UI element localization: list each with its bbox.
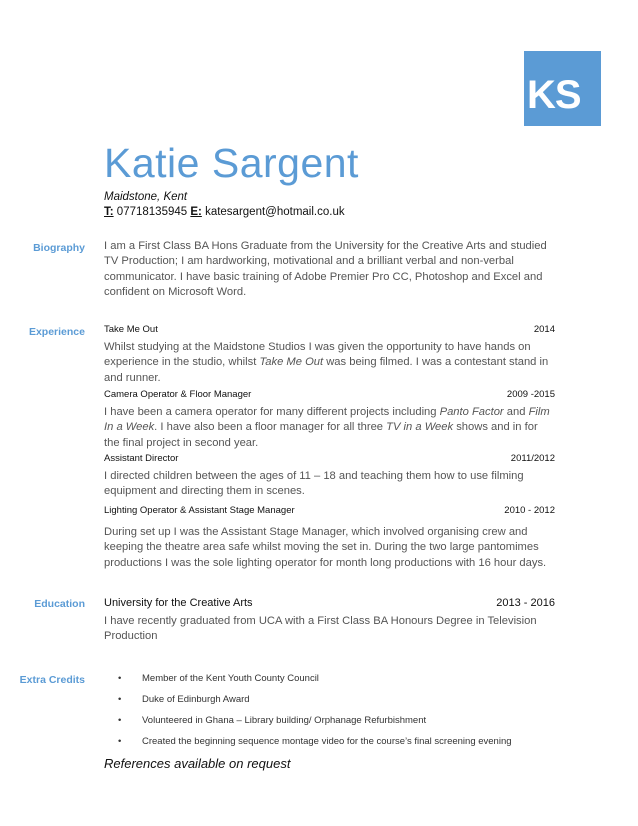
experience-item-1-years: 2014 [533, 324, 555, 335]
phone-label: T: [104, 206, 114, 218]
extra-credits-label: Extra Credits [19, 674, 85, 686]
experience-label: Experience [28, 326, 85, 338]
email-address: katesargent@hotmail.co.uk [205, 206, 345, 218]
experience-item-3-role: Assistant Director [104, 453, 179, 464]
bullet-icon: • [118, 736, 122, 747]
experience-item-2-years: 2009 -2015 [506, 389, 555, 400]
experience-item-2-header [104, 389, 555, 400]
list-item: • Duke of Edinburgh Award [118, 694, 250, 705]
experience-item-4-years: 2010 - 2012 [504, 505, 555, 516]
bullet-icon: • [118, 673, 122, 684]
contact-line [104, 206, 345, 218]
monogram-badge [524, 51, 601, 126]
extra-credits-list [118, 673, 512, 757]
list-item: • Created the beginning sequence montage video for the course’s final screening evening [118, 736, 512, 747]
list-item: • Member of the Kent Youth County Council [118, 673, 319, 684]
references-note: References available on request [104, 756, 291, 771]
experience-item-2-role: Camera Operator & Floor Manager [104, 389, 252, 400]
education-label: Education [34, 598, 85, 610]
experience-item-2-desc: I have been a camera operator for many different projects including Panto Factor and Film In a Week. I have also been a floor manager for all three TV in a Week shows and in for the final project in second year. [104, 406, 550, 449]
bullet-icon: • [118, 694, 122, 705]
monogram-initials: KS [527, 73, 581, 117]
education-desc: I have recently graduated from UCA with a First Class BA Honours Degree in Television Production [104, 615, 537, 643]
list-item: • Volunteered in Ghana – Library building/ Orphanage Refurbishment [118, 715, 427, 726]
experience-item-1-role: Take Me Out [104, 324, 158, 335]
biography-text: I am a First Class BA Hons Graduate from the University for the Creative Arts and studied TV Production; I am hardworking, motivational and a brilliant verbal and non-verbal communicator. I have basic training of Adobe Premier Pro CC, Photoshop and Excel and confident on Microsoft Word. [104, 240, 547, 298]
experience-item-3-years: 2011/2012 [510, 453, 555, 464]
experience-item-4-desc: During set up I was the Assistant Stage Manager, which involved organising crew and keeping the theatre area safe whilst moving the set in. During the two large pantomimes productions I was the sole lighting operator for month long productions with 16 hour days. [104, 526, 547, 569]
candidate-name: Katie Sargent [104, 140, 359, 186]
experience-item-4-header [104, 505, 555, 516]
location: Maidstone, Kent [104, 191, 188, 203]
biography-label: Biography [33, 242, 85, 254]
email-label: E: [190, 206, 202, 218]
experience-item-3-desc: I directed children between the ages of 11 – 18 and teaching them how to use filming equipment and directing them in scenes. [104, 470, 524, 498]
education-years: 2013 - 2016 [496, 597, 555, 609]
bullet-icon: • [118, 715, 122, 726]
experience-item-4-role: Lighting Operator & Assistant Stage Manager [104, 505, 295, 516]
experience-item-3-header [104, 453, 555, 464]
phone-number: 07718135945 [116, 206, 188, 218]
education-header [104, 597, 555, 609]
education-school: University for the Creative Arts [104, 597, 253, 609]
experience-item-1-header [104, 324, 555, 335]
experience-item-1-desc: Whilst studying at the Maidstone Studios I was given the opportunity to have hands on experience in the studio, whilst Take Me Out was being filmed. I was a contestant stand in and runner. [104, 341, 549, 384]
